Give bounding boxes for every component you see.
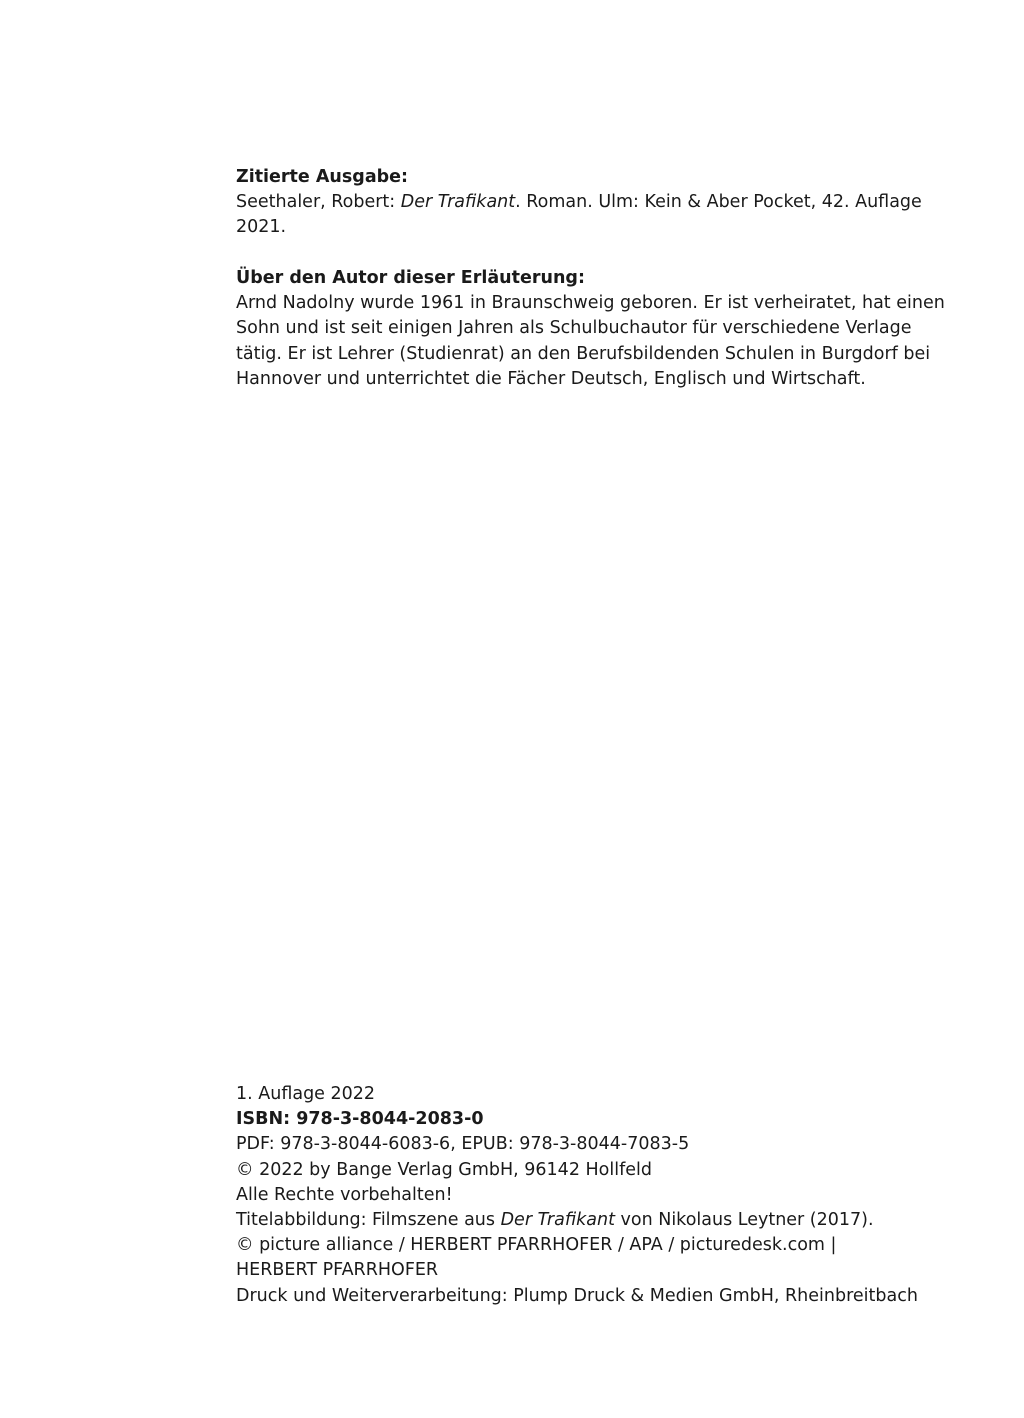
author-info-heading: Über den Autor dieser Erläuterung: (236, 268, 585, 288)
author-info-line: tätig. Er ist Lehrer (Studienrat) an den Berufsbildenden Schulen in Burgdorf bei (236, 343, 931, 364)
imprint-photo-credit-1: © picture alliance / HERBERT PFARRHOFER / APA / picturedesk.com | (236, 1235, 837, 1256)
imprint-cover-title: Der Trafikant (500, 1210, 615, 1231)
author-info-line: Sohn und ist seit einigen Jahren als Schulbuchautor für verschiedene Verlage (236, 318, 912, 339)
imprint-printing: Druck und Weiterverarbeitung: Plump Druck & Medien GmbH, Rheinbreitbach (236, 1285, 918, 1306)
cited-edition-author: Seethaler, Robert: (236, 192, 401, 213)
imprint-section (236, 1082, 956, 1309)
cited-edition-line-2: 2021. (236, 217, 287, 238)
imprint-photo-credit-2: HERBERT PFARRHOFER (236, 1260, 439, 1281)
author-info-section (236, 266, 956, 392)
cited-edition-publisher: . Roman. Ulm: Kein & Aber Pocket, 42. Auflage (515, 192, 922, 213)
cited-edition-section (236, 165, 956, 241)
imprint-rights: Alle Rechte vorbehalten! (236, 1184, 453, 1205)
author-info-line: Hannover und unterrichtet die Fächer Deutsch, Englisch und Wirtschaft. (236, 368, 866, 389)
cited-edition-line-1 (236, 190, 956, 215)
cited-edition-heading: Zitierte Ausgabe: (236, 167, 409, 187)
author-info-line: Arnd Nadolny wurde 1961 in Braunschweig geboren. Er ist verheiratet, hat einen (236, 293, 945, 314)
imprint-copyright: © 2022 by Bange Verlag GmbH, 96142 Hollfeld (236, 1159, 653, 1180)
imprint-edition: 1. Auflage 2022 (236, 1084, 376, 1104)
imprint-cover-suffix: von Nikolaus Leytner (2017). (614, 1210, 874, 1231)
imprint-cover-prefix: Titelabbildung: Filmszene aus (236, 1210, 501, 1231)
imprint-cover-credit (236, 1208, 956, 1233)
imprint-isbn: ISBN: 978-3-8044-2083-0 (236, 1109, 484, 1130)
cited-edition-book-title: Der Trafikant (400, 192, 516, 213)
imprint-digital-isbn: PDF: 978-3-8044-6083-6, EPUB: 978-3-8044-7083-5 (236, 1134, 690, 1155)
